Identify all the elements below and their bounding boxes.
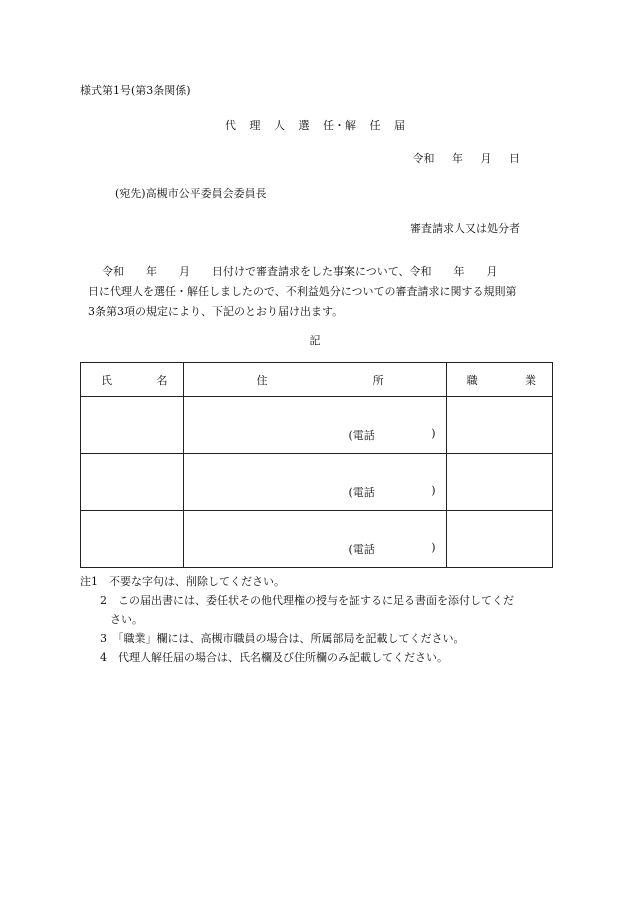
table-row [81,511,553,568]
name-cell[interactable] [81,511,184,568]
date-year: 年 [452,152,463,165]
note-1: 注1 不要な字句は、削除してください。 [80,575,285,588]
body-line: 3条第3項の規定により、下記のとおり届け出ます。 [88,305,344,318]
address-cell[interactable] [184,454,446,511]
note-2-continued: さい。 [110,613,143,626]
title-part: 人 [274,119,285,132]
header-occupation-part: 業 [525,373,536,387]
date-day: 日 [509,152,520,165]
body-line: 日に代理人を選任・解任しましたので、不利益処分についての審査請求に関する規則第 [88,285,517,298]
table-row [81,397,553,454]
title-part: 理 [249,119,261,132]
ki-heading: 記 [309,334,321,347]
header-occupation [446,363,552,397]
phone-label-open: (電話 [348,486,375,499]
agent-table [80,362,553,568]
address-cell[interactable] [184,511,446,568]
header-name-part: 氏 [101,373,112,387]
phone-label-open: (電話 [348,543,375,556]
notes [80,572,514,667]
table-row [81,454,553,511]
header-address [184,363,446,397]
occupation-cell[interactable] [446,397,552,454]
name-cell[interactable] [81,397,184,454]
phone-label-open: (電話 [348,429,375,442]
title-part: 選 [298,119,310,132]
title-part: 任・解 [323,119,356,132]
note-4: 4 代理人解任届の場合は、氏名欄及び住所欄のみ記載してください。 [100,651,448,664]
name-cell[interactable] [81,454,184,511]
form-number: 様式第1号(第3条関係) [80,84,191,97]
header-address-part: 住 [256,373,268,387]
phone-label-close: ) [431,541,436,554]
date-line [399,150,521,166]
body-line: 令和 年 月 日付けで審査請求をした事案について、令和 年 月 [102,265,498,278]
header-address-part: 所 [372,373,384,387]
address-cell[interactable] [184,397,446,454]
applicant-label: 審査請求人又は処分者 [410,222,520,235]
date-month: 月 [480,152,492,165]
document-title [0,117,630,133]
note-2: 2 この届出書には、委任状その他代理権の授与を証するに足る書面を添付してくだ [100,594,514,607]
title-part: 届 [394,119,405,132]
occupation-cell[interactable] [446,454,552,511]
title-part: 任 [369,119,381,132]
title-part: 代 [225,119,236,132]
note-3: 3 「職業」欄には、高槻市職員の場合は、所属部局を記載してください。 [100,632,465,645]
occupation-cell[interactable] [446,511,552,568]
header-name [81,363,184,397]
body-paragraph [88,262,558,322]
header-occupation-part: 職 [466,373,478,387]
header-name-part: 名 [156,373,168,387]
phone-label-close: ) [431,427,436,440]
date-era: 令和 [412,152,435,165]
phone-label-close: ) [431,484,436,497]
addressee: (宛先)高槻市公平委員会委員長 [115,187,267,200]
table-header-row [81,363,553,397]
